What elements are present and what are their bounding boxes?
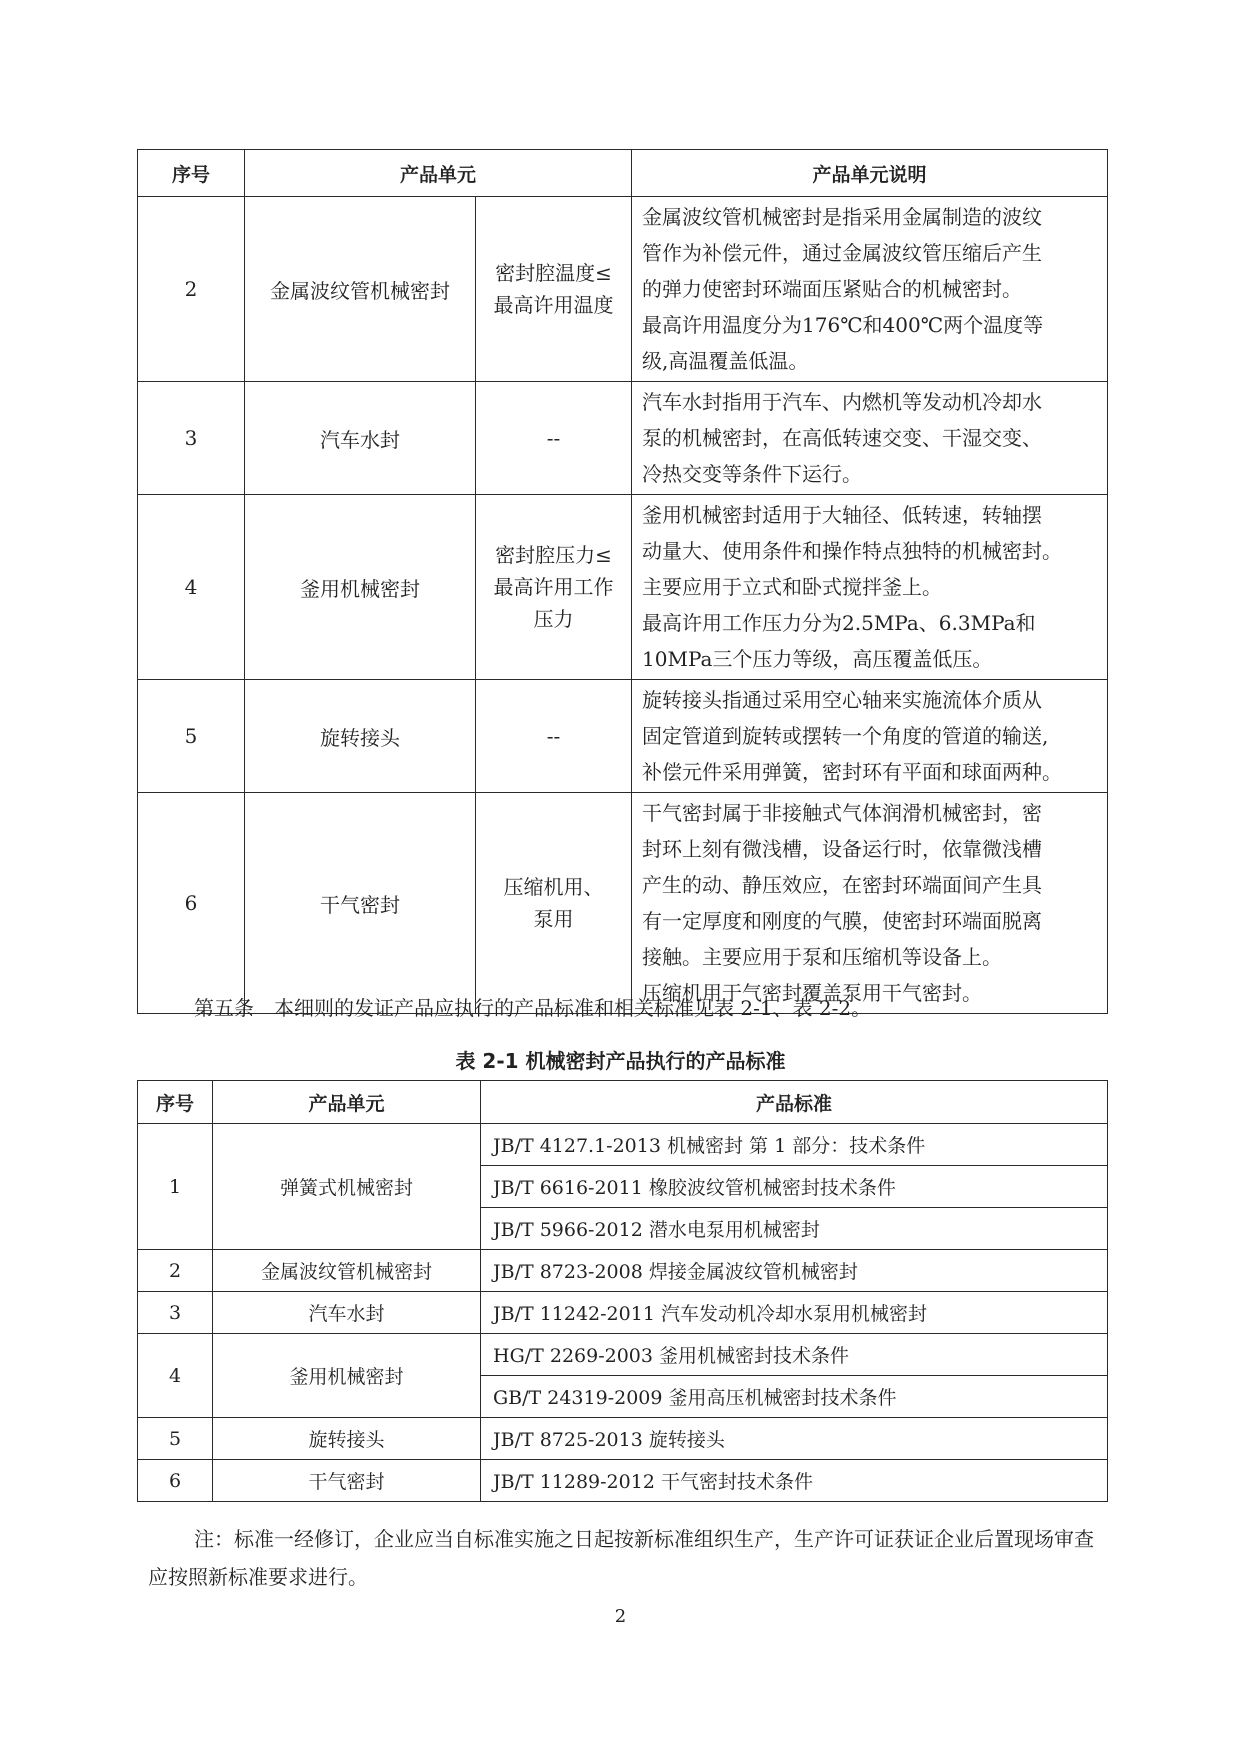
page-number: 2 xyxy=(614,1606,627,1627)
description-line: 泵的机械密封，在高低转速交变、干湿交变、 xyxy=(642,426,1043,450)
row-condition xyxy=(476,382,632,495)
description-line: 补偿元件采用弹簧，密封环有平面和球面两种。 xyxy=(642,760,1063,784)
row-standard: JB/T 8723-2008 焊接金属波纹管机械密封 xyxy=(481,1250,1108,1292)
table-row xyxy=(138,793,1108,1014)
row-unit: 釜用机械密封 xyxy=(213,1334,481,1418)
description-line: 压缩机用干气密封覆盖泵用干气密封。 xyxy=(642,981,983,1005)
table-row xyxy=(138,495,1108,680)
row-seq: 3 xyxy=(138,382,245,495)
table-row xyxy=(138,1418,1108,1460)
table-header-row xyxy=(138,1081,1108,1124)
row-description xyxy=(632,382,1108,495)
table-row xyxy=(138,1250,1108,1292)
row-condition xyxy=(476,495,632,680)
row-description xyxy=(632,793,1108,1014)
row-unit: 金属波纹管机械密封 xyxy=(213,1250,481,1292)
table-row xyxy=(138,1460,1108,1502)
row-seq: 2 xyxy=(138,1250,213,1292)
description-line: 级,高温覆盖低温。 xyxy=(642,349,809,373)
condition-line: 密封腔温度≤ xyxy=(495,261,612,285)
description-line: 固定管道到旋转或摆转一个角度的管道的输送, xyxy=(642,724,1049,748)
row-condition xyxy=(476,197,632,382)
description-line: 旋转接头指通过采用空心轴来实施流体介质从 xyxy=(642,688,1043,712)
row-unit: 汽车水封 xyxy=(245,382,476,495)
description-line: 干气密封属于非接触式气体润滑机械密封，密 xyxy=(642,801,1043,825)
description-line: 有一定厚度和刚度的气膜，使密封环端面脱离 xyxy=(642,909,1043,933)
description-line: 10MPa三个压力等级，高压覆盖低压。 xyxy=(642,647,993,671)
header-unit: 产品单元 xyxy=(245,150,632,197)
row-seq: 6 xyxy=(138,793,245,1014)
row-description xyxy=(632,495,1108,680)
description-line: 的弹力使密封环端面压紧贴合的机械密封。 xyxy=(642,277,1023,301)
table-row xyxy=(138,1334,1108,1376)
row-unit: 旋转接头 xyxy=(245,680,476,793)
row-unit: 汽车水封 xyxy=(213,1292,481,1334)
row-seq: 3 xyxy=(138,1292,213,1334)
row-standard: JB/T 5966-2012 潜水电泵用机械密封 xyxy=(481,1208,1108,1250)
row-standard: JB/T 11289-2012 干气密封技术条件 xyxy=(481,1460,1108,1502)
condition-line: 密封腔压力≤ xyxy=(495,543,612,567)
product-unit-table xyxy=(137,149,1108,1014)
header-seq: 序号 xyxy=(138,1081,213,1124)
row-seq: 1 xyxy=(138,1124,213,1250)
description-line: 动量大、使用条件和操作特点独特的机械密封。 xyxy=(642,539,1063,563)
note-paragraph: 注：标准一经修订，企业应当自标准实施之日起按新标准组织生产，生产许可证获证企业后置现场审查应按照新标准要求进行。 xyxy=(148,1527,1094,1589)
row-unit: 弹簧式机械密封 xyxy=(213,1124,481,1250)
table-row xyxy=(138,680,1108,793)
condition-line: 最高许用温度 xyxy=(493,293,614,317)
table-row xyxy=(138,382,1108,495)
header-std: 产品标准 xyxy=(481,1081,1108,1124)
row-seq: 6 xyxy=(138,1460,213,1502)
row-description xyxy=(632,197,1108,382)
row-seq: 5 xyxy=(138,1418,213,1460)
condition-line: 压缩机用、 xyxy=(503,875,604,899)
description-line: 最高许用工作压力分为2.5MPa、6.3MPa和 xyxy=(642,611,1036,635)
row-unit: 干气密封 xyxy=(245,793,476,1014)
row-seq: 5 xyxy=(138,680,245,793)
description-line: 主要应用于立式和卧式搅拌釜上。 xyxy=(642,575,943,599)
header-seq: 序号 xyxy=(138,150,245,197)
table-row xyxy=(138,1292,1108,1334)
row-standard: JB/T 8725-2013 旋转接头 xyxy=(481,1418,1108,1460)
table-2-1-title: 表 2-1 机械密封产品执行的产品标准 xyxy=(455,1049,786,1073)
row-standard: HG/T 2269-2003 釜用机械密封技术条件 xyxy=(481,1334,1108,1376)
row-seq: 4 xyxy=(138,1334,213,1418)
description-line: 最高许用温度分为176℃和400℃两个温度等 xyxy=(642,313,1044,337)
condition-line: -- xyxy=(546,724,561,748)
condition-line: 泵用 xyxy=(533,907,574,931)
description-line: 产生的动、静压效应，在密封环端面间产生具 xyxy=(642,873,1043,897)
product-standard-table xyxy=(137,1080,1108,1502)
row-standard: JB/T 11242-2011 汽车发动机冷却水泵用机械密封 xyxy=(481,1292,1108,1334)
row-standard: JB/T 4127.1-2013 机械密封 第 1 部分：技术条件 xyxy=(481,1124,1108,1166)
description-line: 釜用机械密封适用于大轴径、低转速，转轴摆 xyxy=(642,503,1043,527)
description-line: 冷热交变等条件下运行。 xyxy=(642,462,863,486)
condition-line: 最高许用工作 xyxy=(493,575,614,599)
description-line: 接触。主要应用于泵和压缩机等设备上。 xyxy=(642,945,1003,969)
clause-paragraph: 第五条 本细则的发证产品应执行的产品标准和相关标准见表 2-1、表 2-2。 xyxy=(194,996,872,1020)
row-unit: 釜用机械密封 xyxy=(245,495,476,680)
row-standard: GB/T 24319-2009 釜用高压机械密封技术条件 xyxy=(481,1376,1108,1418)
row-standard: JB/T 6616-2011 橡胶波纹管机械密封技术条件 xyxy=(481,1166,1108,1208)
description-line: 金属波纹管机械密封是指采用金属制造的波纹 xyxy=(642,205,1043,229)
description-line: 封环上刻有微浅槽，设备运行时，依靠微浅槽 xyxy=(642,837,1043,861)
row-seq: 4 xyxy=(138,495,245,680)
row-condition xyxy=(476,793,632,1014)
table-row xyxy=(138,1124,1108,1166)
table-header-row xyxy=(138,150,1108,197)
row-unit: 旋转接头 xyxy=(213,1418,481,1460)
condition-line: 压力 xyxy=(533,607,574,631)
row-seq: 2 xyxy=(138,197,245,382)
description-line: 管作为补偿元件，通过金属波纹管压缩后产生 xyxy=(642,241,1043,265)
table-row xyxy=(138,197,1108,382)
row-condition xyxy=(476,680,632,793)
row-unit: 金属波纹管机械密封 xyxy=(245,197,476,382)
description-line: 汽车水封指用于汽车、内燃机等发动机冷却水 xyxy=(642,390,1043,414)
header-unit: 产品单元 xyxy=(213,1081,481,1124)
header-desc: 产品单元说明 xyxy=(632,150,1108,197)
condition-line: -- xyxy=(546,426,561,450)
row-description xyxy=(632,680,1108,793)
row-unit: 干气密封 xyxy=(213,1460,481,1502)
